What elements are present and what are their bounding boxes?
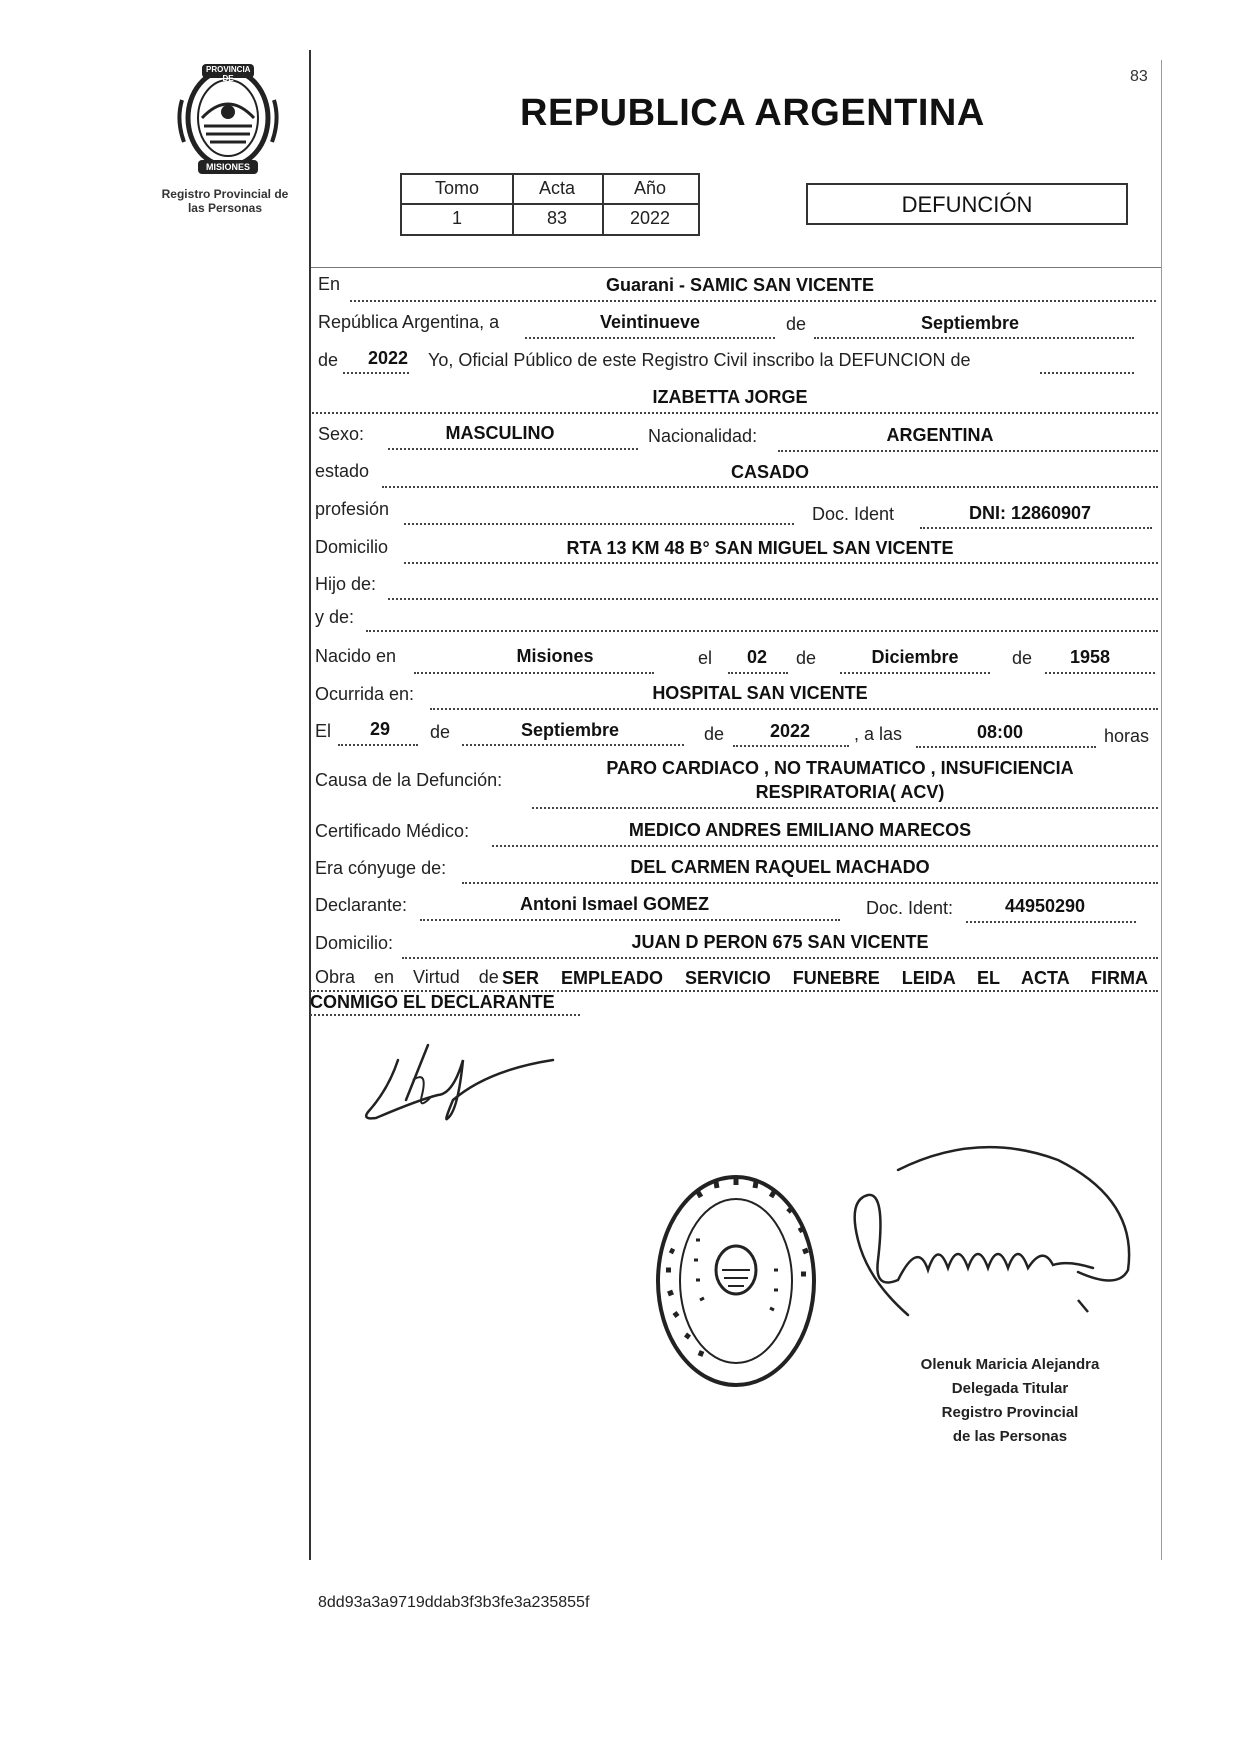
y-de-label: y de: xyxy=(315,607,355,627)
obra-value-line1: SER EMPLEADO SERVICIO FUNEBRE LEIDA EL ACTA FIRMA xyxy=(502,968,1149,988)
month-line xyxy=(814,337,1134,339)
declarante-doc-value: 44950290 xyxy=(1004,896,1086,916)
doc-ident-label: Doc. Ident xyxy=(812,504,895,524)
death-month: Septiembre xyxy=(520,720,620,740)
sexo-label: Sexo: xyxy=(318,424,365,444)
sexo-line xyxy=(388,448,638,450)
birth-day: 02 xyxy=(746,647,768,667)
record-table xyxy=(400,173,700,236)
day-line xyxy=(525,337,775,339)
statement: Yo, Oficial Público de este Registro Civil inscribo la DEFUNCION de xyxy=(428,350,971,370)
tomo-value: 1 xyxy=(451,208,462,228)
doc-ident-line xyxy=(920,527,1152,529)
birth-de1: de xyxy=(796,648,817,668)
registry-name-line2: las Personas xyxy=(187,201,263,215)
acta-header: Acta xyxy=(538,178,576,198)
official-role: Delegada Titular xyxy=(951,1380,1069,1397)
nacido-place: Misiones xyxy=(516,646,594,666)
death-month-line xyxy=(462,744,684,746)
statement-line xyxy=(1040,372,1134,374)
certificado-line xyxy=(492,845,1158,847)
y-de-line xyxy=(366,630,1158,632)
a-las-label: , a las xyxy=(854,724,903,744)
estado-value: CASADO xyxy=(730,462,809,482)
declarant-signature xyxy=(358,1040,558,1130)
en-label: En xyxy=(318,274,341,294)
horas-label: horas xyxy=(1104,726,1150,746)
domicilio-value: RTA 13 KM 48 B° SAN MIGUEL SAN VICENTE xyxy=(566,538,954,558)
year: 2022 xyxy=(367,348,409,368)
conyuge-label: Era cónyuge de: xyxy=(315,858,447,878)
domicilio2-value: JUAN D PERON 675 SAN VICENTE xyxy=(631,932,929,952)
nacionalidad-line xyxy=(778,450,1158,452)
deceased-name: IZABETTA JORGE xyxy=(652,387,808,407)
record-type-box xyxy=(806,183,1128,225)
obra-value-line2: CONMIGO EL DECLARANTE xyxy=(310,992,555,1012)
profesion-line xyxy=(404,523,794,525)
ocurrida-line xyxy=(430,708,1158,710)
doc-ident-value: DNI: 12860907 xyxy=(968,503,1092,523)
death-time: 08:00 xyxy=(976,722,1024,742)
right-margin-line xyxy=(1161,60,1162,1560)
death-de1: de xyxy=(430,722,451,742)
domicilio2-label: Domicilio: xyxy=(315,933,394,953)
registry-name xyxy=(150,187,300,215)
year-line xyxy=(343,372,409,374)
nacionalidad-label: Nacionalidad: xyxy=(648,426,758,446)
seal-text-bottom: MISIONES xyxy=(205,162,250,172)
official-org-line1: Registro Provincial xyxy=(941,1404,1079,1421)
declarante-doc-line xyxy=(966,921,1136,923)
death-year-line xyxy=(733,745,849,747)
document-hash: 8dd93a3a9719ddab3f3b3fe3a235855f xyxy=(318,1594,590,1611)
declarante-line xyxy=(420,919,840,921)
death-year: 2022 xyxy=(769,721,811,741)
seal-text-top: PROVINCIA DE xyxy=(206,65,251,83)
estado-line xyxy=(382,486,1158,488)
declarante-label: Declarante: xyxy=(315,895,408,915)
birth-year: 1958 xyxy=(1069,647,1111,667)
death-day: 29 xyxy=(369,719,391,739)
birth-year-line xyxy=(1045,672,1155,674)
en-value: Guarani - SAMIC SAN VICENTE xyxy=(605,275,875,295)
en-line xyxy=(350,300,1156,302)
acta-value: 83 xyxy=(546,208,568,228)
el2-label: El xyxy=(315,721,332,741)
deceased-line xyxy=(312,412,1158,414)
year-prefix: de xyxy=(318,350,339,370)
certificado-value: MEDICO ANDRES EMILIANO MARECOS xyxy=(628,820,972,840)
hijo-line xyxy=(388,598,1158,600)
hijo-label: Hijo de: xyxy=(315,574,377,594)
provincial-seal-logo xyxy=(172,60,284,178)
causa-line xyxy=(532,807,1158,809)
page-number: 83 xyxy=(1130,68,1148,85)
birth-month: Diciembre xyxy=(871,647,959,667)
month: Septiembre xyxy=(920,313,1020,333)
birth-de2: de xyxy=(1012,648,1033,668)
conyuge-line xyxy=(462,882,1158,884)
ocurrida-label: Ocurrida en: xyxy=(315,684,415,704)
official-name: Olenuk Maricia Alejandra xyxy=(920,1356,1100,1373)
certificado-label: Certificado Médico: xyxy=(315,821,470,841)
de-label: de xyxy=(786,314,807,334)
nacido-label: Nacido en xyxy=(315,646,397,666)
causa-label: Causa de la Defunción: xyxy=(315,770,503,790)
republica-label: República Argentina, a xyxy=(318,312,500,332)
tomo-header: Tomo xyxy=(434,178,479,198)
death-time-line xyxy=(916,746,1096,748)
day-words: Veintinueve xyxy=(599,312,701,332)
causa-line2: RESPIRATORIA( ACV) xyxy=(755,782,945,802)
obra-label: Obra en Virtud de xyxy=(315,967,499,987)
profesion-label: profesión xyxy=(315,499,390,519)
official-org-line2: de las Personas xyxy=(952,1428,1068,1445)
obra-line1 xyxy=(310,990,1158,992)
anio-value: 2022 xyxy=(629,208,671,228)
nacionalidad-value: ARGENTINA xyxy=(886,425,994,445)
anio-header: Año xyxy=(633,178,667,198)
death-day-line xyxy=(338,744,418,746)
domicilio-label: Domicilio xyxy=(315,537,389,557)
domicilio-line xyxy=(404,562,1158,564)
left-margin-line xyxy=(309,50,311,1560)
record-type: DEFUNCIÓN xyxy=(901,192,1033,217)
el-label: el xyxy=(698,648,713,668)
domicilio2-line xyxy=(402,957,1158,959)
causa-line1: PARO CARDIACO , NO TRAUMATICO , INSUFICIENCIA xyxy=(606,758,1074,778)
official-stamp xyxy=(652,1170,820,1392)
declarante-doc-label: Doc. Ident: xyxy=(866,898,954,918)
birth-day-line xyxy=(728,672,788,674)
registry-name-line1: Registro Provincial de xyxy=(161,187,289,201)
page-title: REPUBLICA ARGENTINA xyxy=(520,92,985,134)
obra-line2 xyxy=(310,1014,580,1016)
sexo-value: MASCULINO xyxy=(445,423,555,443)
ocurrida-value: HOSPITAL SAN VICENTE xyxy=(652,683,868,703)
nacido-line xyxy=(414,672,654,674)
estado-label: estado xyxy=(315,461,370,481)
official-signature xyxy=(838,1140,1148,1350)
conyuge-value: DEL CARMEN RAQUEL MACHADO xyxy=(630,857,930,877)
birth-month-line xyxy=(840,672,990,674)
declarante-value: Antoni Ismael GOMEZ xyxy=(520,894,710,914)
form-top-line xyxy=(311,267,1161,268)
death-de2: de xyxy=(704,724,725,744)
